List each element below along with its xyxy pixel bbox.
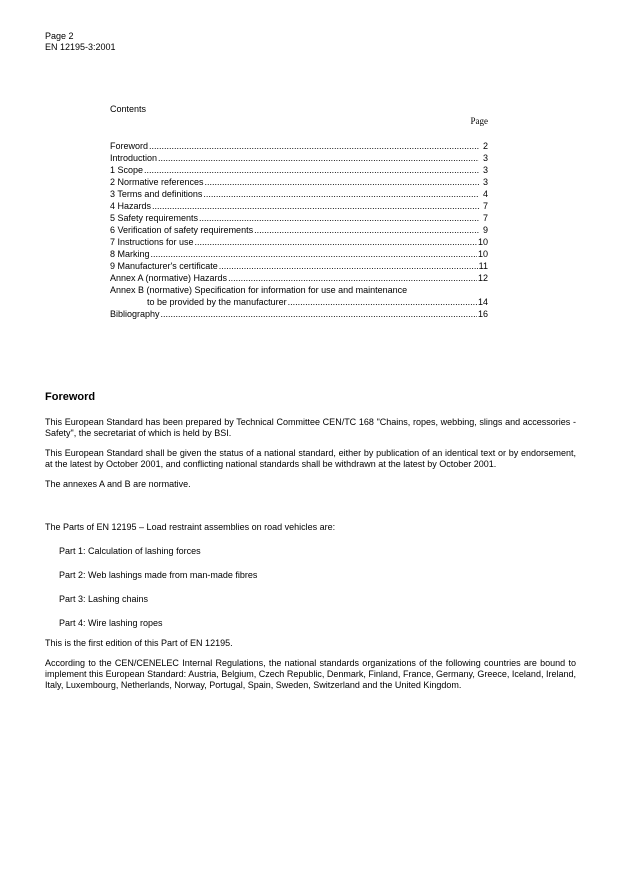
toc-entry-title: 4 Hazards [110, 201, 152, 211]
toc-entry-annex-a[interactable] [110, 272, 488, 284]
toc-entry-page: 7 [482, 213, 488, 223]
toc-entry-page: 16 [477, 309, 488, 319]
foreword-paragraph-4: This is the first edition of this Part of EN 12195. [45, 638, 233, 648]
standard-number: EN 12195-3:2001 [45, 42, 116, 52]
toc-entry-annex-b-continued[interactable] [110, 296, 488, 308]
toc-entry-terms-definitions[interactable] [110, 188, 488, 200]
toc-entry-title: 3 Terms and definitions [110, 189, 203, 199]
toc-entry-marking[interactable] [110, 248, 488, 260]
toc-entry-title: Foreword [110, 141, 149, 151]
contents-title: Contents [110, 104, 147, 114]
foreword-paragraph-1: This European Standard has been prepared by Technical Committee CEN/TC 168 "Chains, ropes, webbing, slings and accessories - Safety", the secretariat of which is held by BSI. [45, 417, 576, 438]
toc-entry-title-continued: to be provided by the manufacturer [147, 297, 287, 307]
part-item: Part 1: Calculation of lashing forces [59, 546, 201, 556]
toc-entry-title: 7 Instructions for use [110, 237, 194, 247]
toc-entry-page: 4 [482, 189, 488, 199]
toc-entry-page: 10 [477, 249, 488, 259]
toc-entry-title: 5 Safety requirements [110, 213, 199, 223]
toc-entry-hazards[interactable] [110, 200, 488, 212]
toc-list [110, 140, 488, 320]
toc-entry-title: 9 Manufacturer's certificate [110, 261, 218, 271]
foreword-paragraph-3: The annexes A and B are normative. [45, 479, 191, 489]
foreword-paragraph-5: According to the CEN/CENELEC Internal Regulations, the national standards organizations of the following countries are bound to implement this European Standard: Austria, Belgium, Czech Republic, Denmark, Finland, France, Germany, Greece, Iceland, Ireland, Italy, Luxembourg, Netherlands, Norway, Portugal, Spain, Sweden, Switzerland and the United Kingdom. [45, 658, 576, 690]
toc-entry-page: 7 [482, 201, 488, 211]
toc-entry-page: 11 [478, 261, 488, 271]
toc-entry-title: 2 Normative references [110, 177, 204, 187]
toc-entry-annex-b[interactable] [110, 284, 488, 296]
toc-entry-page: 14 [477, 297, 488, 307]
foreword-paragraph-2: This European Standard shall be given the status of a national standard, either by publication of an identical text or by endorsement, at the latest by October 2001, and conflicting national standards shall be withdrawn at the latest by October 2001. [45, 448, 576, 469]
toc-entry-title: Bibliography [110, 309, 160, 319]
toc-entry-safety-requirements[interactable] [110, 212, 488, 224]
table-of-contents [110, 104, 488, 320]
parts-intro: The Parts of EN 12195 – Load restraint assemblies on road vehicles are: [45, 522, 336, 532]
toc-entry-page: 10 [477, 237, 488, 247]
toc-entry-bibliography[interactable] [110, 308, 488, 320]
toc-entry-manufacturers-certificate[interactable] [110, 260, 488, 272]
toc-entry-introduction[interactable] [110, 152, 488, 164]
toc-entry-page: 12 [477, 273, 488, 283]
toc-entry-page: 2 [482, 141, 488, 151]
toc-entry-instructions-for-use[interactable] [110, 236, 488, 248]
foreword-section [45, 391, 576, 691]
toc-entry-normative-references[interactable] [110, 176, 488, 188]
toc-entry-title: Introduction [110, 153, 158, 163]
toc-entry-scope[interactable] [110, 164, 488, 176]
part-item: Part 4: Wire lashing ropes [59, 618, 163, 628]
toc-entry-title: 6 Verification of safety requirements [110, 225, 254, 235]
part-item: Part 2: Web lashings made from man-made fibres [59, 570, 258, 580]
parts-list [45, 546, 576, 629]
part-item: Part 3: Lashing chains [59, 594, 149, 604]
toc-entry-foreword[interactable] [110, 140, 488, 152]
toc-entry-title: Annex B (normative) Specification for information for use and maintenance [110, 285, 408, 295]
toc-entry-title: Annex A (normative) Hazards [110, 273, 228, 283]
page-header [45, 31, 116, 53]
page-number: Page 2 [45, 31, 74, 41]
toc-entry-page: 3 [482, 153, 488, 163]
toc-entry-title: 8 Marking [110, 249, 150, 259]
toc-entry-page: 3 [482, 165, 488, 175]
toc-entry-verification[interactable] [110, 224, 488, 236]
page-column-label: Page [470, 116, 488, 126]
toc-entry-page: 3 [482, 177, 488, 187]
toc-entry-title: 1 Scope [110, 165, 144, 175]
toc-entry-page: 9 [482, 225, 488, 235]
foreword-heading: Foreword [45, 391, 96, 403]
